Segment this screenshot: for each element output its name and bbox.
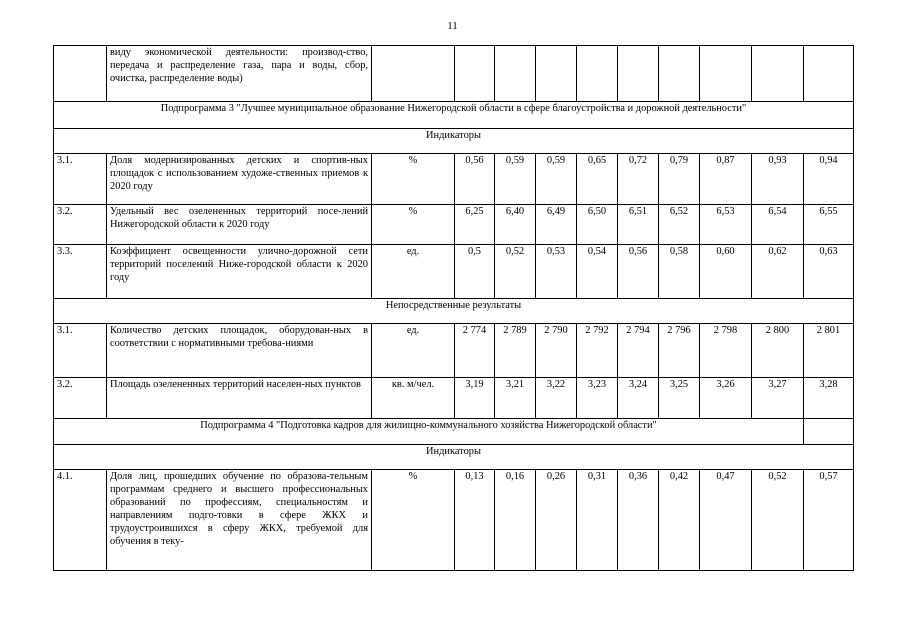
cell-name: виду экономической деятельности: производ-ство, передача и распределение газа, пара и воды, сбор, очистка, распределение воды) xyxy=(107,46,372,102)
page-number: 11 xyxy=(447,20,458,32)
cell-value: 0,93 xyxy=(752,154,804,205)
cell-value: 2 794 xyxy=(618,324,659,378)
cell-value xyxy=(618,46,659,102)
cell-value: 0,59 xyxy=(495,154,536,205)
cell-unit: % xyxy=(372,154,455,205)
cell-empty xyxy=(804,419,854,445)
cell-value: 2 800 xyxy=(752,324,804,378)
cell-value: 0,59 xyxy=(536,154,577,205)
table-row xyxy=(54,470,854,571)
cell-value: 3,23 xyxy=(577,378,618,419)
cell-value: 6,25 xyxy=(455,205,495,245)
cell-value: 0,26 xyxy=(536,470,577,571)
cell-num xyxy=(54,46,107,102)
table-row xyxy=(54,205,854,245)
cell-value: 2 801 xyxy=(804,324,854,378)
cell-value: 0,36 xyxy=(618,470,659,571)
cell-value: 6,49 xyxy=(536,205,577,245)
cell-name: Доля лиц, прошедших обучение по образова-тельным программам среднего и высшего профессиональных образований по профессиям, специальностям и направлениям подго-товки в сфере ЖКХ и трудоустроившихся в сферу ЖКХ, требуемой для обучения в теку- xyxy=(107,470,372,571)
cell-value: 3,25 xyxy=(659,378,700,419)
table-row xyxy=(54,154,854,205)
cell-value: 0,47 xyxy=(700,470,752,571)
cell-value: 0,42 xyxy=(659,470,700,571)
cell-value: 3,21 xyxy=(495,378,536,419)
cell-name: Площадь озелененных территорий населен-ных пунктов xyxy=(107,378,372,419)
section-row xyxy=(54,445,854,470)
cell-value: 0,58 xyxy=(659,245,700,299)
cell-value: 0,60 xyxy=(700,245,752,299)
cell-name: Доля модернизированных детских и спортив-ных площадок с использованием художе-ственных приемов к 2020 году xyxy=(107,154,372,205)
cell-value: 0,53 xyxy=(536,245,577,299)
section-row xyxy=(54,129,854,154)
cell-value xyxy=(495,46,536,102)
cell-value: 3,28 xyxy=(804,378,854,419)
subprogram-3-title: Подпрограмма 3 "Лучшее муниципальное образование Нижегородской области в сфере благоустройства и дорожной деятельности" xyxy=(54,102,854,129)
indicators-table xyxy=(53,45,854,571)
cell-unit: % xyxy=(372,205,455,245)
section-row xyxy=(54,419,854,445)
table-row xyxy=(54,324,854,378)
cell-value: 0,13 xyxy=(455,470,495,571)
cell-num: 4.1. xyxy=(54,470,107,571)
cell-value: 2 792 xyxy=(577,324,618,378)
table-row xyxy=(54,378,854,419)
cell-value: 3,19 xyxy=(455,378,495,419)
cell-value xyxy=(700,46,752,102)
cell-value xyxy=(536,46,577,102)
cell-value: 0,65 xyxy=(577,154,618,205)
cell-value: 0,87 xyxy=(700,154,752,205)
cell-value: 6,40 xyxy=(495,205,536,245)
cell-value: 0,16 xyxy=(495,470,536,571)
cell-unit: ед. xyxy=(372,245,455,299)
cell-value: 0,79 xyxy=(659,154,700,205)
cell-name: Коэффициент освещенности улично-дорожной сети территорий поселений Ниже-городской области к 2020 году xyxy=(107,245,372,299)
cell-unit: кв. м/чел. xyxy=(372,378,455,419)
cell-value xyxy=(659,46,700,102)
cell-value: 6,55 xyxy=(804,205,854,245)
cell-value: 2 790 xyxy=(536,324,577,378)
cell-value xyxy=(577,46,618,102)
cell-value: 0,94 xyxy=(804,154,854,205)
cell-unit xyxy=(372,46,455,102)
cell-value: 0,56 xyxy=(618,245,659,299)
cell-value: 3,26 xyxy=(700,378,752,419)
cell-num: 3.1. xyxy=(54,324,107,378)
cell-num: 3.3. xyxy=(54,245,107,299)
cell-value: 0,72 xyxy=(618,154,659,205)
cell-value: 2 774 xyxy=(455,324,495,378)
cell-name: Количество детских площадок, оборудован-ных в соответствии с нормативными требова-ниями xyxy=(107,324,372,378)
cell-value: 0,62 xyxy=(752,245,804,299)
cell-value: 2 796 xyxy=(659,324,700,378)
cell-num: 3.1. xyxy=(54,154,107,205)
cell-value: 0,52 xyxy=(495,245,536,299)
section-row xyxy=(54,102,854,129)
cell-value: 0,63 xyxy=(804,245,854,299)
cell-value: 0,57 xyxy=(804,470,854,571)
cell-value: 6,51 xyxy=(618,205,659,245)
cell-unit: % xyxy=(372,470,455,571)
cell-value: 6,54 xyxy=(752,205,804,245)
cell-value: 0,5 xyxy=(455,245,495,299)
indicators-heading: Индикаторы xyxy=(54,129,854,154)
cell-value xyxy=(455,46,495,102)
cell-value: 2 798 xyxy=(700,324,752,378)
cell-value: 3,27 xyxy=(752,378,804,419)
cell-num: 3.2. xyxy=(54,205,107,245)
cell-name: Удельный вес озелененных территорий посе-лений Нижегородской области к 2020 году xyxy=(107,205,372,245)
section-row xyxy=(54,299,854,324)
cell-value: 3,22 xyxy=(536,378,577,419)
cell-value: 0,52 xyxy=(752,470,804,571)
cell-value: 0,31 xyxy=(577,470,618,571)
indicators-heading: Индикаторы xyxy=(54,445,854,470)
cell-value: 6,53 xyxy=(700,205,752,245)
cell-value: 2 789 xyxy=(495,324,536,378)
cell-value: 0,56 xyxy=(455,154,495,205)
direct-results-heading: Непосредственные результаты xyxy=(54,299,854,324)
cell-value: 6,52 xyxy=(659,205,700,245)
cell-value xyxy=(752,46,804,102)
cell-num: 3.2. xyxy=(54,378,107,419)
cell-value: 0,54 xyxy=(577,245,618,299)
table-row xyxy=(54,245,854,299)
table-row xyxy=(54,46,854,102)
cell-value: 6,50 xyxy=(577,205,618,245)
cell-value xyxy=(804,46,854,102)
cell-unit: ед. xyxy=(372,324,455,378)
subprogram-4-title: Подпрограмма 4 "Подготовка кадров для жилищно-коммунального хозяйства Нижегородской области" xyxy=(54,419,804,445)
cell-value: 3,24 xyxy=(618,378,659,419)
